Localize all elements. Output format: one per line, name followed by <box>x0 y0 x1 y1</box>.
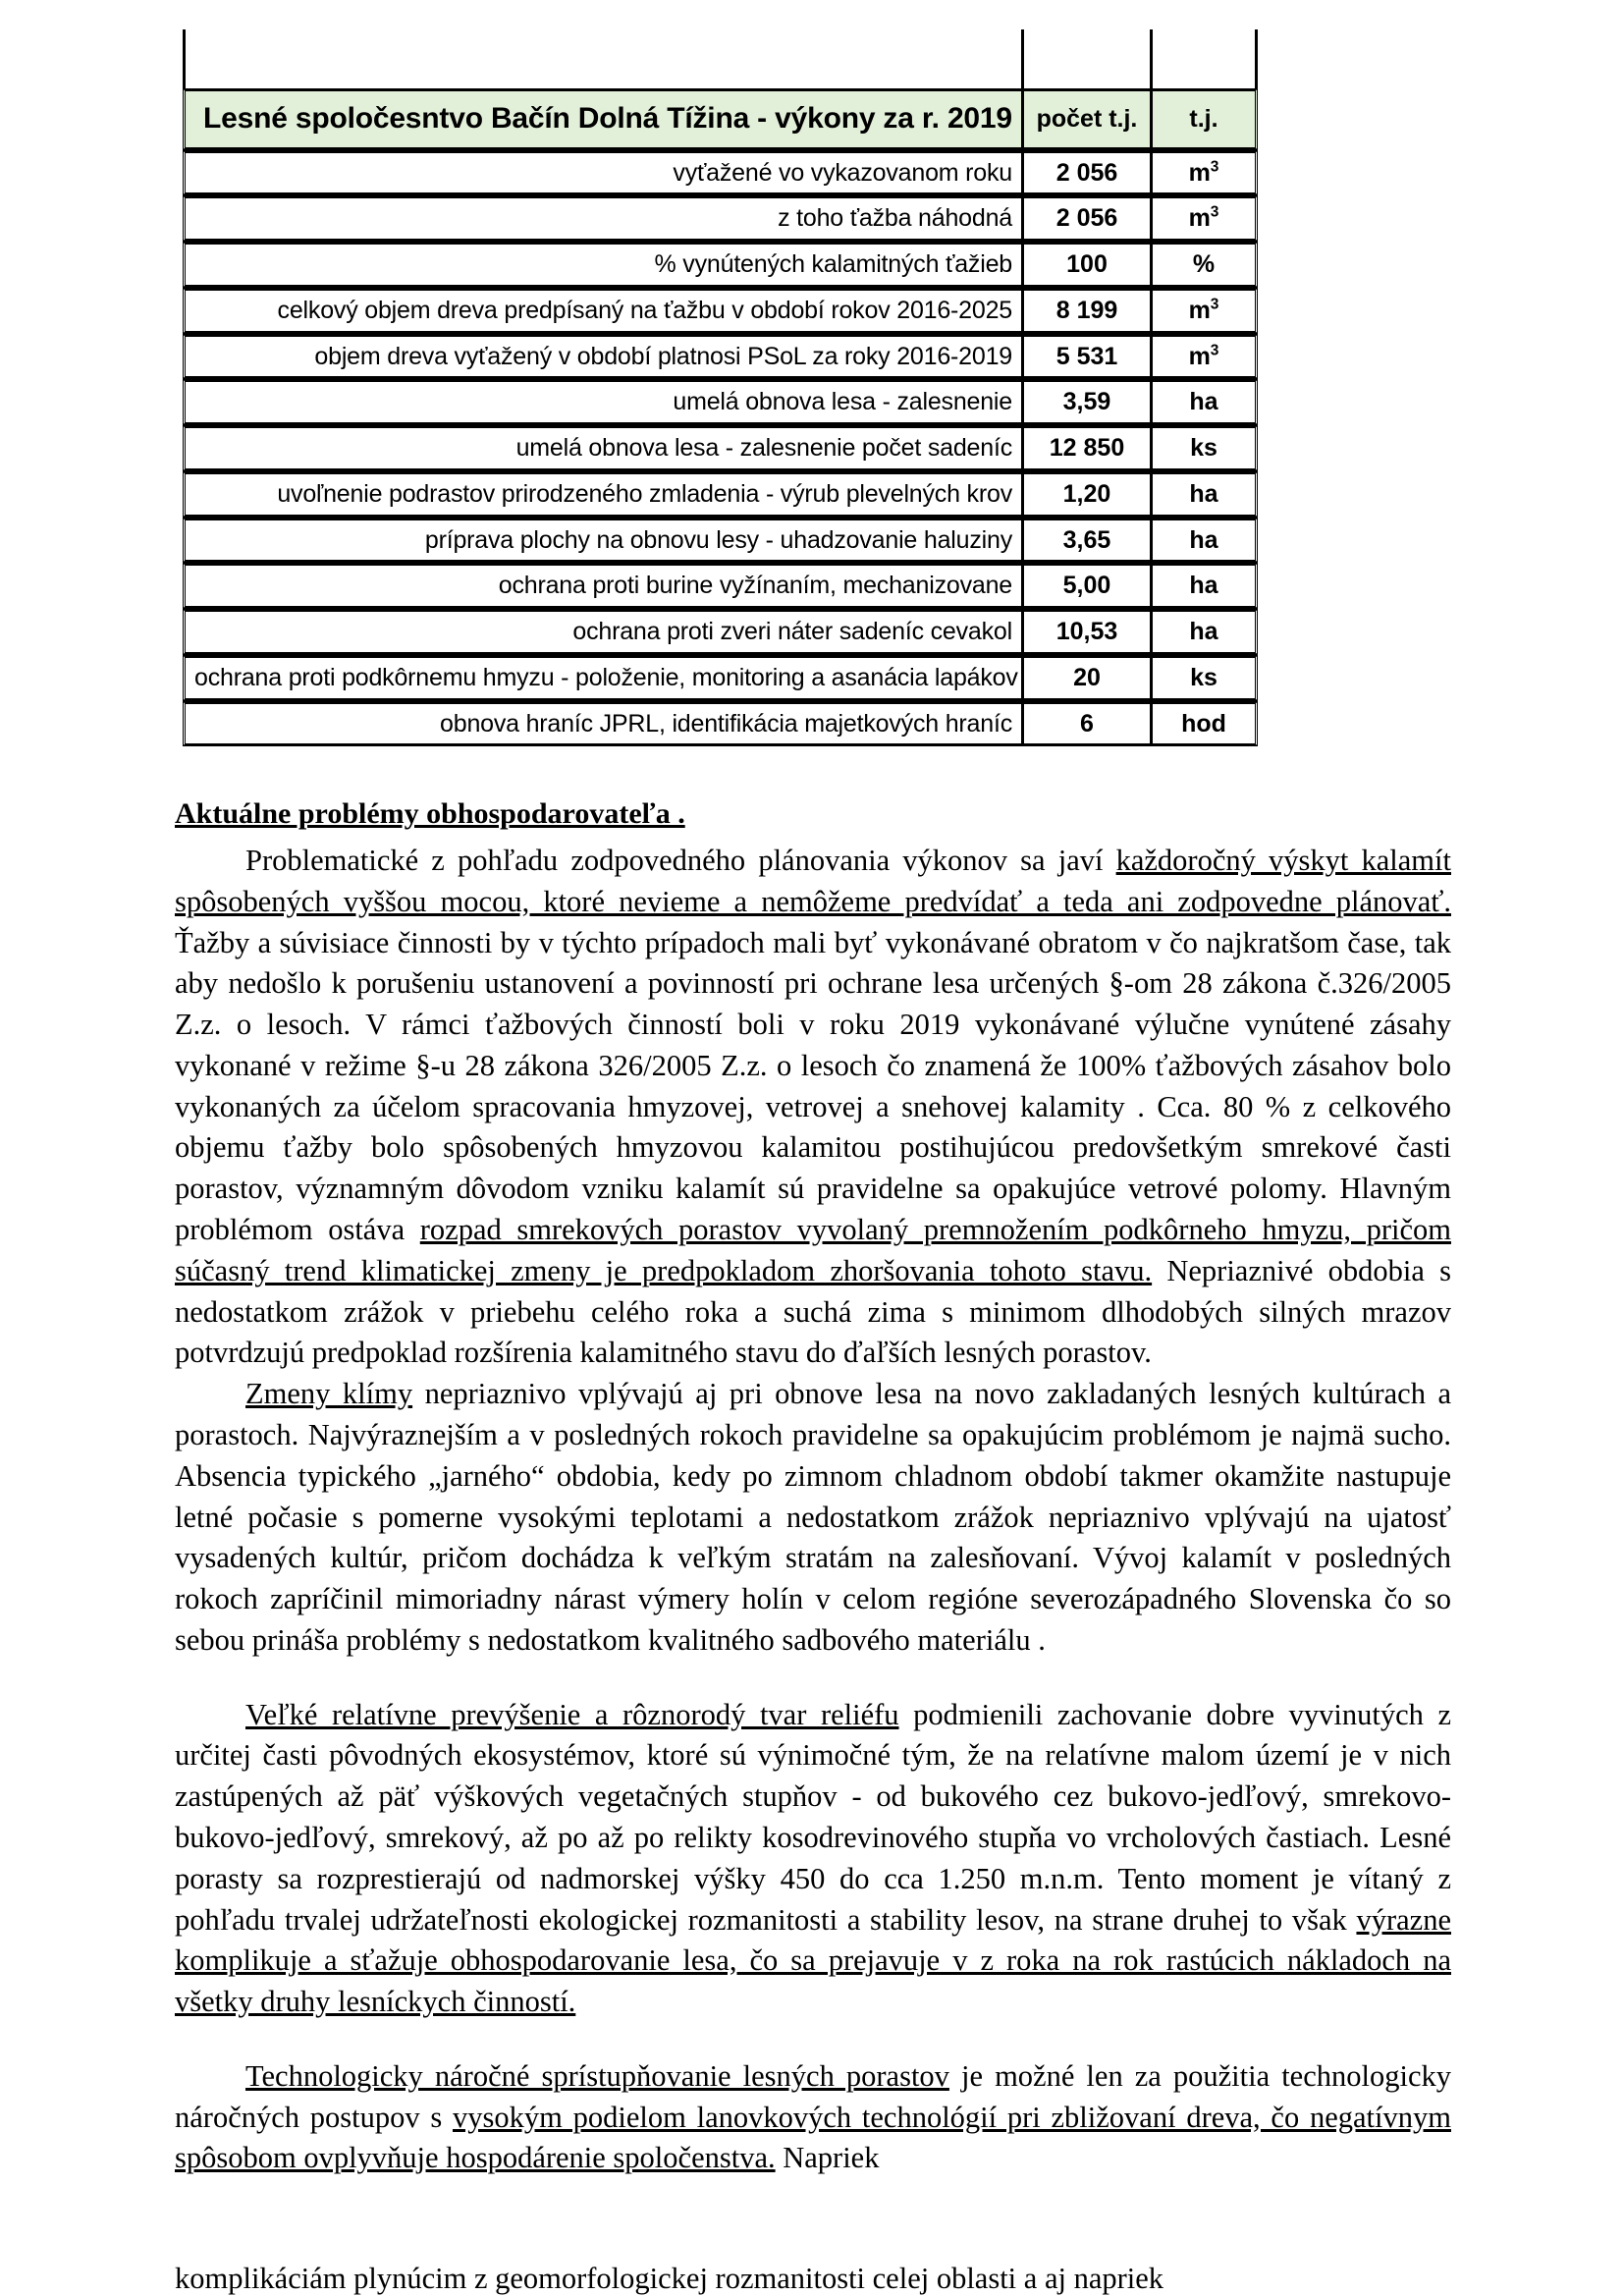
unit-text: ha <box>1189 479 1218 508</box>
unit-text: m <box>1188 296 1211 324</box>
row-count: 3,65 <box>1024 518 1153 564</box>
row-unit <box>1153 609 1258 655</box>
p1-part3: Nepriaznivé obdobia s nedostatkom zrážok v priebehu celého roka a suchá zima s minimom dlhodobých silných mrazov potvrdzujú predpoklad rozšírenia kalamitného stavu do ďaľších lesných porastov. <box>175 1253 1451 1370</box>
unit-text: ks <box>1190 434 1217 462</box>
clipped-last-line <box>175 2259 1451 2296</box>
row-unit <box>1153 242 1258 288</box>
row-count: 3,59 <box>1024 379 1153 425</box>
table-top-rules <box>183 29 1258 88</box>
document-body <box>175 797 1451 2179</box>
paragraph-3 <box>175 1695 1451 2023</box>
unit-text: ha <box>1189 618 1218 645</box>
unit-text: m <box>1188 204 1211 233</box>
p4-part2: Napriek <box>775 2141 880 2175</box>
p3-underline1: Veľké relatívne prevýšenie a rôznorodý tvar reliéfu <box>245 1697 899 1731</box>
unit-text: m <box>1188 158 1211 187</box>
row-unit <box>1153 195 1258 242</box>
clipped-last-line-text: komplikáciám plynúcim z geomorfologickej rozmanitosti celej oblasti a aj napriek <box>175 2262 1164 2295</box>
row-count: 12 850 <box>1024 425 1153 471</box>
row-count: 8 199 <box>1024 288 1153 334</box>
row-count: 6 <box>1024 701 1153 747</box>
row-unit <box>1153 425 1258 471</box>
row-label: % vynútených kalamitných ťažieb <box>183 242 1024 288</box>
table-row <box>183 425 1258 471</box>
row-unit <box>1153 471 1258 518</box>
p1-part2: Ťažby a súvisiace činnosti by v týchto prípadoch mali byť vykonávané obratom v čo najkratšom čase, tak aby nedošlo k porušeniu ustanovení a povinností pri ochrane lesa určených §-om 28 zákona č.326/2005 Z.z. o lesoch. V rámci ťažbových činností boli v roku 2019 vykonávané výlučne vynútené zásahy vykonané v režime §-u 28 zákona 326/2005 Z.z. o lesoch čo znamená že 100% ťažbových zásahov bolo vykonaných za účelom spracovania hmyzovej, vetrovej a snehovej kalamity . Cca. 80 % z celkového objemu ťažby bolo spôsobených hmyzovou kalamitou postihujúcou predovšetkým smrekové časti porastov, významným dôvodom vzniku kalamít sú pravidelne sa opakujúce vetrové polomy. Hlavným problémom ostáva <box>175 925 1451 1247</box>
p1-underline2: rozpad smrekových porastov vyvolaný premnožením podkôrneho hmyzu, pričom súčasný trend klimatickej zmeny je predpokladom zhoršovania tohoto stavu. <box>175 1213 1451 1287</box>
row-label: vyťažené vo vykazovanom roku <box>183 150 1024 196</box>
table-row <box>183 334 1258 380</box>
row-count: 10,53 <box>1024 609 1153 655</box>
row-label: ochrana proti burine vyžínaním, mechanizovane <box>183 563 1024 609</box>
table-row <box>183 195 1258 242</box>
table-header-unit: t.j. <box>1153 88 1258 150</box>
p3-underline2: výrazne komplikuje a sťažuje obhospodarovanie lesa, čo sa prejavuje v z roka na rok rastúcich nákladoch na všetky druhy lesníckych činností. <box>175 1902 1451 2019</box>
table-row <box>183 379 1258 425</box>
table-row <box>183 242 1258 288</box>
unit-text: m <box>1188 342 1211 370</box>
row-label: z toho ťažba náhodná <box>183 195 1024 242</box>
unit-exponent: 3 <box>1210 342 1219 359</box>
table-row <box>183 701 1258 747</box>
row-count: 5,00 <box>1024 563 1153 609</box>
row-count: 5 531 <box>1024 334 1153 380</box>
table-row <box>183 563 1258 609</box>
p1-part1: Problematické z pohľadu zodpovedného plánovania výkonov sa javí <box>245 844 1116 877</box>
unit-exponent: 3 <box>1210 296 1219 313</box>
table-row <box>183 471 1258 518</box>
row-count: 2 056 <box>1024 195 1153 242</box>
unit-text: hod <box>1181 709 1226 738</box>
row-label: umelá obnova lesa - zalesnenie <box>183 379 1024 425</box>
rule-right <box>1255 29 1258 88</box>
unit-text: ha <box>1189 388 1218 416</box>
paragraph-2 <box>175 1374 1451 1661</box>
row-unit <box>1153 379 1258 425</box>
row-label: obnova hraníc JPRL, identifikácia majetkových hraníc <box>183 701 1024 747</box>
row-label: ochrana proti podkôrnemu hmyzu - položenie, monitoring a asanácia lapákov <box>183 655 1024 701</box>
unit-text: ks <box>1190 663 1217 691</box>
table-header-count: počet t.j. <box>1024 88 1153 150</box>
table-row <box>183 150 1258 196</box>
unit-text: ha <box>1189 572 1218 600</box>
row-unit <box>1153 701 1258 747</box>
rule-left <box>183 29 186 88</box>
paragraph-4 <box>175 2056 1451 2179</box>
unit-text: % <box>1192 250 1216 278</box>
table-row <box>183 609 1258 655</box>
row-count: 20 <box>1024 655 1153 701</box>
unit-exponent: 3 <box>1210 158 1219 176</box>
row-unit <box>1153 655 1258 701</box>
row-label: celkový objem dreva predpísaný na ťažbu v období rokov 2016-2025 <box>183 288 1024 334</box>
table-title-cell: Lesné spoločesntvo Bačín Dolná Tížina - výkony za r. 2019 <box>183 88 1024 150</box>
rule-mid-2 <box>1150 29 1153 88</box>
row-label: príprava plochy na obnovu lesy - uhadzovanie haluziny <box>183 518 1024 564</box>
unit-exponent: 3 <box>1210 203 1219 221</box>
p4-part1: je možné len za použitia technologicky náročných postupov s <box>175 2058 1451 2134</box>
rule-mid-1 <box>1021 29 1024 88</box>
table-row <box>183 518 1258 564</box>
row-label: objem dreva vyťažený v období platnosi PSoL za roky 2016-2019 <box>183 334 1024 380</box>
row-count: 100 <box>1024 242 1153 288</box>
p1-underline1: každoročný výskyt kalamít spôsobených vyššou mocou, ktoré nevieme a nemôžeme predvídať a teda ani zodpovedne plánovať. <box>175 844 1451 918</box>
paragraph-1 <box>175 841 1451 1374</box>
unit-text: ha <box>1189 525 1218 554</box>
row-label: ochrana proti zveri náter sadeníc cevakol <box>183 609 1024 655</box>
row-unit <box>1153 288 1258 334</box>
performance-table <box>183 88 1258 746</box>
row-unit <box>1153 518 1258 564</box>
section-heading-text: Aktuálne problémy obhospodarovateľa . <box>175 797 685 830</box>
p3-part1: podmienili zachovanie dobre vyvinutých z určitej časti pôvodných ekosystémov, ktoré sú výnimočné tým, že na relatívne malom území je v nich zastúpených až päť výškových vegetačných stupňov - od bukového cez bukovo-jedľový, smrekovo-bukovo-jedľový, smrekový, až po až po relikty kosodrevinového stupňa vo vrcholových častiach. Lesné porasty sa rozprestierajú od nadmorskej výšky 450 do cca 1.250 m.n.m. Tento moment je vítaný z pohľadu trvalej udržateľnosti ekologickej rozmanitosti a stability lesov, na strane druhej to však <box>175 1697 1451 1937</box>
row-count: 1,20 <box>1024 471 1153 518</box>
p2-part1: nepriaznivo vplývajú aj pri obnove lesa na novo zakladaných lesných kultúrach a porastoch. Najvýraznejším a v posledných rokoch pravidelne sa opakujúcim problémom je najmä sucho. Absencia typického „jarného“ obdobia, kedy po zimnom chladnom období takmer okamžite nastupuje letné počasie s pomerne vysokými teplotami a nedostatkom zrážok nepriaznivo vplývajú na ujatosť vysadených kultúr, pričom dochádza k veľkým stratám na zalesňovaní. Vývoj kalamít v posledných rokoch zapríčinil mimoriadny nárast výmery holín v celom regióne severozápadného Slovenska čo so sebou prináša problémy s nedostatkom kvalitného sadbového materiálu . <box>175 1377 1451 1657</box>
row-unit <box>1153 334 1258 380</box>
row-count: 2 056 <box>1024 150 1153 196</box>
table-row <box>183 288 1258 334</box>
p4-underline2: vysokým podielom lanovkových technológií pri zbližovaní dreva, čo negatívnym spôsobom ovplyvňuje hospodárenie spoločenstva. <box>175 2100 1451 2175</box>
row-label: umelá obnova lesa - zalesnenie počet sadeníc <box>183 425 1024 471</box>
row-label: uvoľnenie podrastov prirodzeného zmladenia - výrub plevelných krov <box>183 471 1024 518</box>
performance-table-zone <box>183 29 1258 746</box>
row-unit <box>1153 150 1258 196</box>
section-heading <box>175 797 1451 831</box>
p2-underline1: Zmeny klímy <box>245 1377 413 1411</box>
table-header-row <box>183 88 1258 150</box>
table-row <box>183 655 1258 701</box>
row-unit <box>1153 563 1258 609</box>
p4-underline1: Technologicky náročné sprístupňovanie lesných porastov <box>245 2058 949 2093</box>
